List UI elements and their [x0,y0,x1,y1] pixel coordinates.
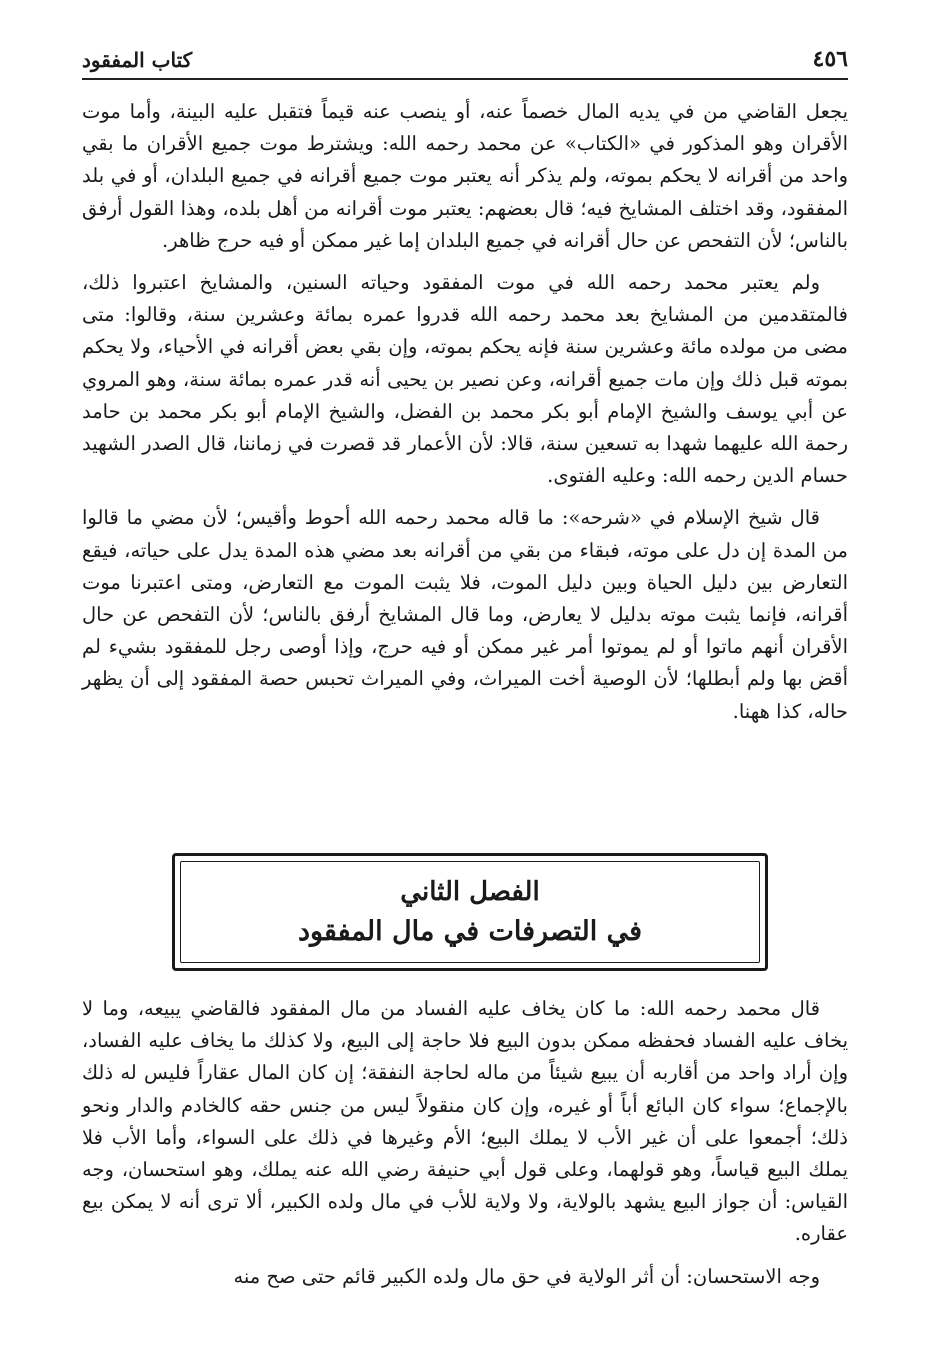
paragraph: قال شيخ الإسلام في «شرحه»: ما قاله محمد رحمه الله أحوط وأقيس؛ لأن مضي ما قالوا من المدة إن دل على موته، فبقاء من بقي من أقرانه بعد مضي هذه المدة يدل على حياته، فيقع التعارض بين دليل الحياة وبين دليل الموت، فلا يثبت الموت مع التعارض، ومتى اعتبرنا موت أقرانه، فإنما يثبت موته بدليل لا يعارض، وما قال المشايخ أرفق بالناس؛ لأن التفحص عن حال الأقران أنهم ماتوا أو لم يموتوا أمر غير ممكن أو فيه حرج، وإذا أوصى رجل للمفقود بشيء لم أقض بها ولم أبطلها؛ لأن الوصية أخت الميراث، وفي الميراث تحبس حصة المفقود إلى أن يظهر حاله، كذا ههنا. [82,506,848,723]
page-header [82,38,848,80]
page-number: ٤٥٦ [812,46,848,72]
paragraph: قال محمد رحمه الله: ما كان يخاف عليه الفساد من مال المفقود فالقاضي يبيعه، وما لا يخاف عليه الفساد فحفظه ممكن بدون البيع فلا حاجة إلى البيع، ولا كذلك ما يخاف عليه الفساد، وإن أراد واحد من أقاربه أن يبيع شيئاً من ماله لحاجة النفقة؛ إن كان المال عقاراً فليس له ذلك بالإجماع؛ سواء كان البائع أباً أو غيره، وإن كان منقولاً ليس من جنس حقه كالخادم والدار ونحو ذلك؛ أجمعوا على أن غير الأب لا يملك البيع؛ الأم وغيرها في ذلك على السواء، وأما الأب فلا يملك البيع قياساً، وهو قولهما، وعلى قول أبي حنيفة رضي الله عنه يملك، وهو استحسان، وجه القياس: أن جواز البيع يشهد بالولاية، ولا ولاية للأب في مال ولده الكبير، ألا ترى أنه لا يمكن بيع عقاره. [82,997,848,1246]
paragraph: ولم يعتبر محمد رحمه الله في موت المفقود وحياته السنين، والمشايخ اعتبروا ذلك، فالمتقدمين من المشايخ بعد محمد رحمه الله قدروا عمره بمائة وعشرين سنة، وقالوا: متى مضى من مولده مائة وعشرين سنة فإنه يحكم بموته، وإن بقي بعض أقرانه في الأحياء، ولا يحكم بموته قبل ذلك وإن مات جميع أقرانه، وعن نصير بن يحيى أنه قدر عمره بمائة سنة، وهو المروي عن أبي يوسف والشيخ الإمام أبو بكر محمد بن الفضل، والشيخ الإمام أبو بكر محمد بن حامد رحمة الله عليهما شهدا به تسعين سنة، قالا: لأن الأعمار قد قصرت في زماننا، قال الصدر الشهيد حسام الدين رحمه الله: وعليه الفتوى. [82,271,848,488]
paragraph: وجه الاستحسان: أن أثر الولاية في حق مال ولده الكبير قائم حتى صح منه [233,1264,820,1288]
chapter-title: الفصل الثاني [400,877,540,907]
running-title: كتاب المفقود [82,48,193,72]
chapter-heading-inner-frame [180,861,760,963]
text-block-bottom [82,993,848,1303]
chapter-subtitle: في التصرفات في مال المفقود [297,916,643,947]
chapter-heading-frame [172,853,768,971]
paragraph: يجعل القاضي من في يديه المال خصماً عنه، أو ينصب عنه قيماً فتقبل عليه البينة، وأما موت الأقران وهو المذكور في «الكتاب» عن محمد رحمه الله: ويشترط موت جميع الأقران ما بقي واحد من أقرانه لا يحكم بموته، ولم يذكر أنه يعتبر موت جميع أقرانه في جميع البلدان، أو في بلد المفقود، وقد اختلف المشايخ فيه؛ قال بعضهم: يعتبر موت أقرانه من أهل بلده، وهذا القول أرفق بالناس؛ لأن التفحص عن حال أقرانه في جميع البلدان إما غير ممكن أو فيه حرج ظاهر. [82,100,848,252]
text-block-top [82,96,848,738]
